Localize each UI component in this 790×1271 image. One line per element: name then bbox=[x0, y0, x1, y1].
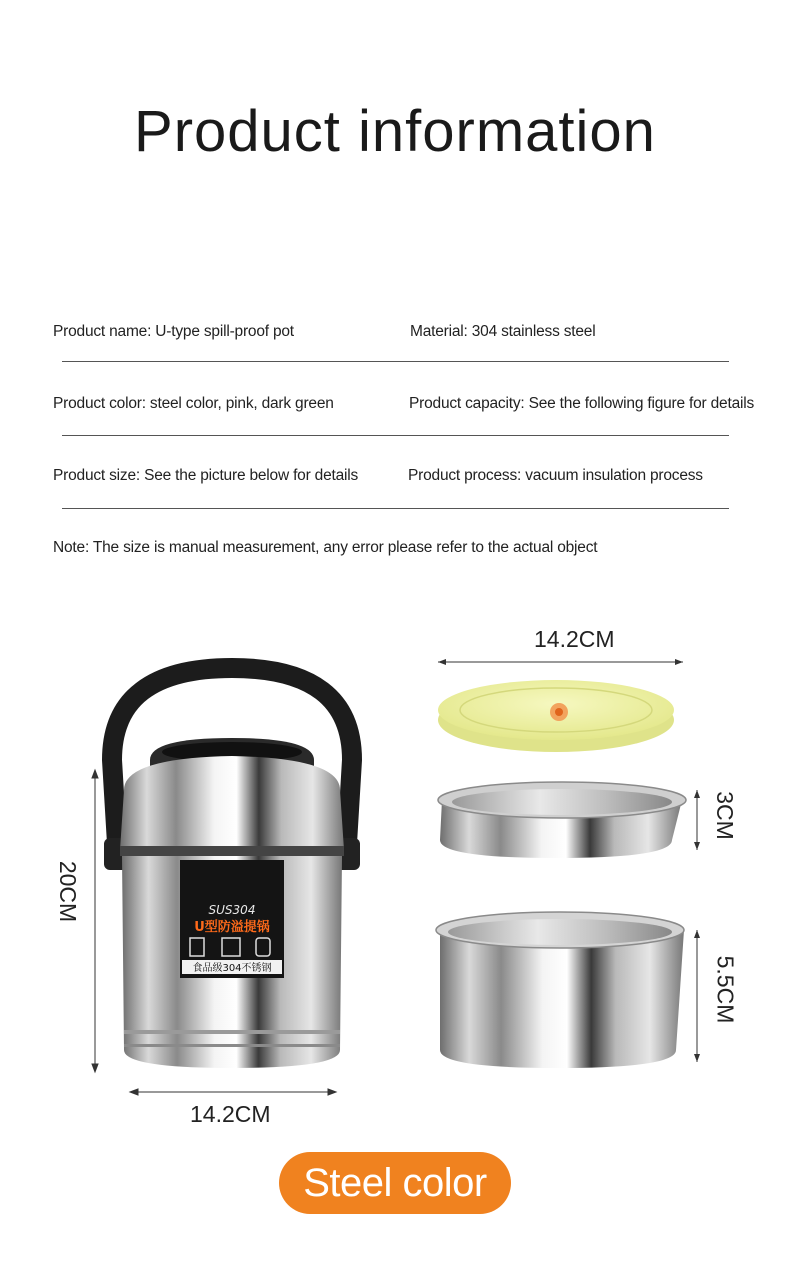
color-badge: Steel color bbox=[279, 1152, 511, 1214]
pot-width-label: 14.2CM bbox=[190, 1101, 271, 1127]
page-title: Product information bbox=[134, 99, 656, 164]
insulated-pot bbox=[120, 738, 344, 1068]
bowl bbox=[436, 912, 700, 1068]
product-name: Product name: U-type spill-proof pot bbox=[53, 323, 294, 340]
product-color: Product color: steel color, pink, dark green bbox=[53, 395, 334, 412]
bowl-height-label: 5.5CM bbox=[712, 955, 739, 1024]
label-brand: SUS304 bbox=[208, 903, 256, 917]
note: Note: The size is manual measurement, any error please refer to the actual object bbox=[53, 539, 598, 556]
lid-width-label: 14.2CM bbox=[534, 626, 615, 652]
pot-height-label: 20CM bbox=[55, 860, 82, 923]
tray-height-label: 3CM bbox=[711, 791, 738, 840]
product-size: Product size: See the picture below for details bbox=[53, 467, 359, 484]
product-material: Material: 304 stainless steel bbox=[410, 323, 596, 340]
label-name: U型防溢提锅 bbox=[194, 920, 270, 935]
lid bbox=[438, 659, 683, 752]
product-process: Product process: vacuum insulation process bbox=[408, 467, 703, 484]
label-grade: 食品级304不锈钢 bbox=[192, 963, 272, 974]
product-capacity: Product capacity: See the following figure for details bbox=[409, 395, 755, 412]
steamer-tray bbox=[438, 782, 700, 858]
